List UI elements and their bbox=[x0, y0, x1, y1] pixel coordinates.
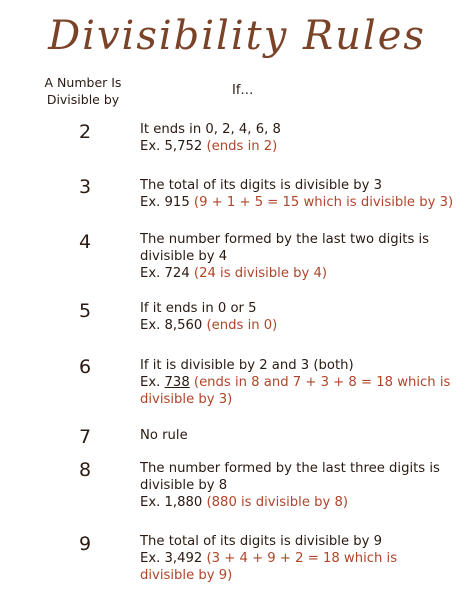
column-header-condition: If… bbox=[232, 83, 254, 98]
example-value: 5,752 bbox=[164, 139, 203, 154]
rule-text-8 bbox=[140, 460, 460, 511]
rule-example bbox=[140, 494, 460, 511]
rule-line: The total of its digits is divisible by 9 bbox=[140, 534, 383, 549]
rule-line: If it ends in 0 or 5 bbox=[140, 301, 257, 316]
example-label: Ex. bbox=[140, 551, 161, 566]
rule-number-9: 9 bbox=[78, 533, 92, 555]
example-note: (ends in 0) bbox=[206, 318, 278, 333]
rule-line: divisible by 4 bbox=[140, 249, 228, 264]
example-label: Ex. bbox=[140, 375, 161, 390]
example-note: (9 + 1 + 5 = 15 which is divisible by 3) bbox=[193, 195, 454, 210]
rule-number-7: 7 bbox=[78, 426, 92, 448]
rule-text-3 bbox=[140, 177, 460, 211]
rule-example bbox=[140, 550, 460, 567]
example-value: 738 bbox=[164, 375, 190, 390]
example-value: 8,560 bbox=[164, 318, 203, 333]
rule-line: The total of its digits is divisible by 3 bbox=[140, 178, 383, 193]
rule-example bbox=[140, 317, 460, 334]
rule-text-4 bbox=[140, 231, 460, 282]
rule-example bbox=[140, 194, 460, 211]
example-note: (ends in 2) bbox=[206, 139, 278, 154]
rule-line: No rule bbox=[140, 428, 188, 443]
example-note: (ends in 8 and 7 + 3 + 8 = 18 which is bbox=[193, 375, 451, 390]
example-label: Ex. bbox=[140, 195, 161, 210]
example-value: 3,492 bbox=[164, 551, 203, 566]
example-label: Ex. bbox=[140, 266, 161, 281]
rule-line: The number formed by the last three digits is bbox=[140, 461, 440, 476]
example-value: 915 bbox=[164, 195, 190, 210]
rule-example bbox=[140, 265, 460, 282]
example-label: Ex. bbox=[140, 139, 161, 154]
rule-text-6 bbox=[140, 357, 460, 408]
example-label: Ex. bbox=[140, 318, 161, 333]
page-title: Divisibility Rules bbox=[48, 13, 426, 59]
rule-line: If it is divisible by 2 and 3 (both) bbox=[140, 358, 354, 373]
rule-example bbox=[140, 138, 460, 155]
rule-number-3: 3 bbox=[78, 176, 92, 198]
rule-number-2: 2 bbox=[78, 121, 92, 143]
rule-number-4: 4 bbox=[78, 231, 92, 253]
rule-text-9 bbox=[140, 533, 460, 584]
column-header-divisor-line1: A Number Is bbox=[44, 75, 122, 90]
example-note: (880 is divisible by 8) bbox=[206, 495, 349, 510]
example-note: (24 is divisible by 4) bbox=[193, 266, 328, 281]
rule-text-5 bbox=[140, 300, 460, 334]
rule-example bbox=[140, 374, 460, 391]
rule-line: It ends in 0, 2, 4, 6, 8 bbox=[140, 122, 281, 137]
example-value: 1,880 bbox=[164, 495, 203, 510]
example-note: (3 + 4 + 9 + 2 = 18 which is bbox=[206, 551, 398, 566]
example-note-continued: divisible by 3) bbox=[140, 392, 233, 407]
rule-number-5: 5 bbox=[78, 300, 92, 322]
rule-text-7 bbox=[140, 427, 460, 444]
rule-number-6: 6 bbox=[78, 356, 92, 378]
example-value: 724 bbox=[164, 266, 190, 281]
rule-line: The number formed by the last two digits is bbox=[140, 232, 430, 247]
rule-number-8: 8 bbox=[78, 459, 92, 481]
rule-line: divisible by 8 bbox=[140, 478, 228, 493]
column-header-divisor bbox=[28, 74, 138, 108]
example-note-continued: divisible by 9) bbox=[140, 568, 233, 583]
column-header-divisor-line2: Divisible by bbox=[46, 92, 120, 107]
rule-text-2 bbox=[140, 121, 460, 155]
example-label: Ex. bbox=[140, 495, 161, 510]
